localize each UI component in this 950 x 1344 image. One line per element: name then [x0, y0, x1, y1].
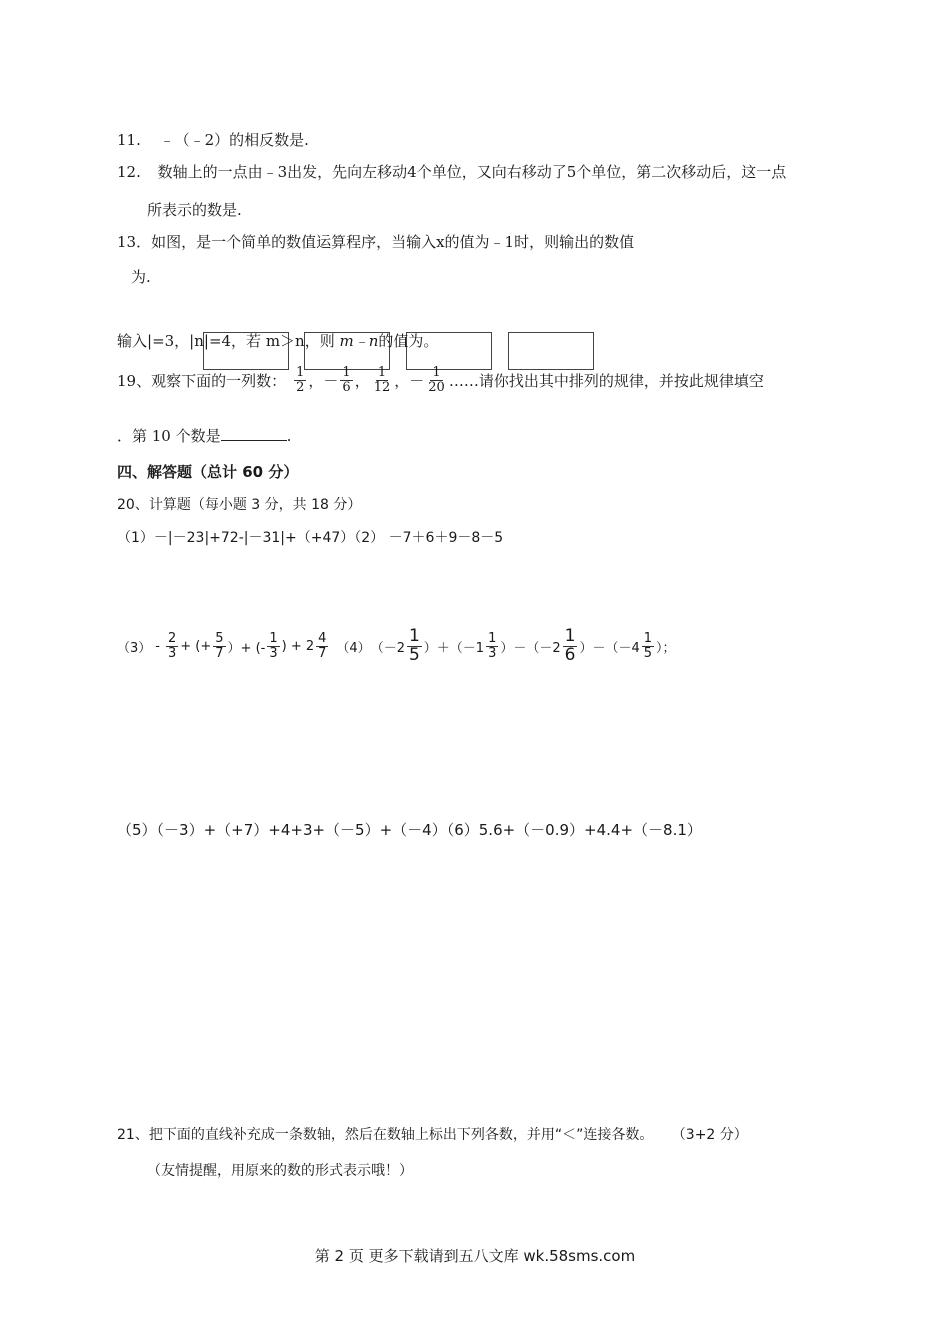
question-text: ﹣（﹣2）的相反数是.: [159, 131, 309, 149]
fraction: 2 3: [167, 631, 177, 661]
part-label: （3）: [117, 640, 152, 656]
question-19-line2: [117, 425, 291, 446]
question-text: 19、观察下面的一列数：: [117, 371, 287, 390]
question-text: ……请你找出其中排列的规律，并按此规律填空: [448, 371, 764, 390]
question-text: ．第 10 个数是: [117, 427, 221, 445]
fraction: 1 5: [408, 626, 420, 665]
question-21: [117, 1124, 748, 1144]
math-expression: m﹣n: [339, 332, 379, 350]
math-op: -: [155, 638, 160, 654]
fraction: 4 7: [318, 631, 327, 661]
question-number: 11.: [117, 131, 141, 149]
fraction-1: 1 2: [296, 365, 305, 395]
question-13-line2: [131, 266, 151, 287]
minus-sign: －: [409, 371, 425, 390]
minus-sign: －: [323, 371, 339, 390]
math-op: ）+ (-: [227, 640, 266, 656]
math-op: （－2: [370, 640, 405, 656]
separator: ，: [394, 371, 410, 390]
separator: ，: [308, 371, 324, 390]
question-13: [117, 231, 634, 252]
question-number: 12.: [117, 163, 141, 181]
question-12-line2: [147, 199, 242, 220]
math-op: ) + 2: [281, 638, 315, 654]
question-text: 为.: [131, 268, 151, 286]
question-text: 所表示的数是.: [147, 201, 242, 219]
question-text: 的值为。: [378, 332, 439, 350]
question-11: [117, 129, 309, 150]
question-20-title: 20、计算题（每小题 3 分，共 18 分）: [117, 497, 362, 513]
part-label: （4）: [336, 640, 371, 656]
question-20-part-5-6: （5）（－3）+（+7）+4+3+（－5）+（－4）（6）5.6+（－0.9）+4.4+（－8.1）: [117, 821, 702, 839]
question-12: [117, 161, 786, 182]
section-heading: 四、解答题（总计 60 分）: [117, 463, 299, 481]
fraction: 1 3: [269, 631, 278, 661]
question-text: .: [286, 427, 292, 445]
program-box-4: [508, 332, 594, 370]
fraction-4: 1 20: [428, 365, 445, 395]
answer-blank: [221, 428, 287, 441]
fraction: 1 6: [564, 626, 576, 665]
fraction-3: 1 12: [373, 365, 391, 395]
fraction: 1 5: [643, 631, 653, 661]
separator: ，: [354, 371, 370, 390]
math-op: ）；: [656, 640, 676, 656]
math-op: ）－（－4: [579, 640, 640, 656]
fraction: $\frac{5}{7}$: [215, 631, 224, 661]
question-20-part-1-2: （1）－|－23|+72-|－31|+（+47）（2） －7＋6＋9－8－5: [117, 530, 504, 546]
question-21-hint: （友情提醒，用原来的数的形式表示哦！）: [147, 1163, 413, 1179]
page-footer: 第 2 页 更多下载请到五八文库 wk.58sms.com: [314, 1247, 636, 1265]
math-op: ）－（－2: [500, 640, 561, 656]
question-m-n: [117, 330, 438, 351]
question-text: 数轴上的一点由﹣3出发，先向左移动4个单位，又向右移动了5个单位，第二次移动后，这一点: [157, 163, 787, 181]
math-op: + (+: [180, 638, 212, 654]
math-op: ）＋（－1: [423, 640, 485, 656]
question-text: 21、把下面的直线补充成一条数轴，然后在数轴上标出下列各数，并用“＜”连接各数。: [117, 1127, 654, 1143]
fraction-2: 1 6: [342, 365, 351, 395]
question-20-part-3-4: [117, 628, 676, 665]
question-text: =3，|n|=4，若 m＞n，则: [152, 332, 335, 350]
question-text: 13．如图，是一个简单的数值运算程序，当输入x的值为﹣1时，则输出的数值: [117, 233, 635, 251]
question-19: [117, 366, 764, 394]
score-note: （3+2 分）: [671, 1127, 748, 1143]
fraction: 1 3: [488, 631, 497, 661]
question-text: 输入|: [117, 332, 153, 350]
